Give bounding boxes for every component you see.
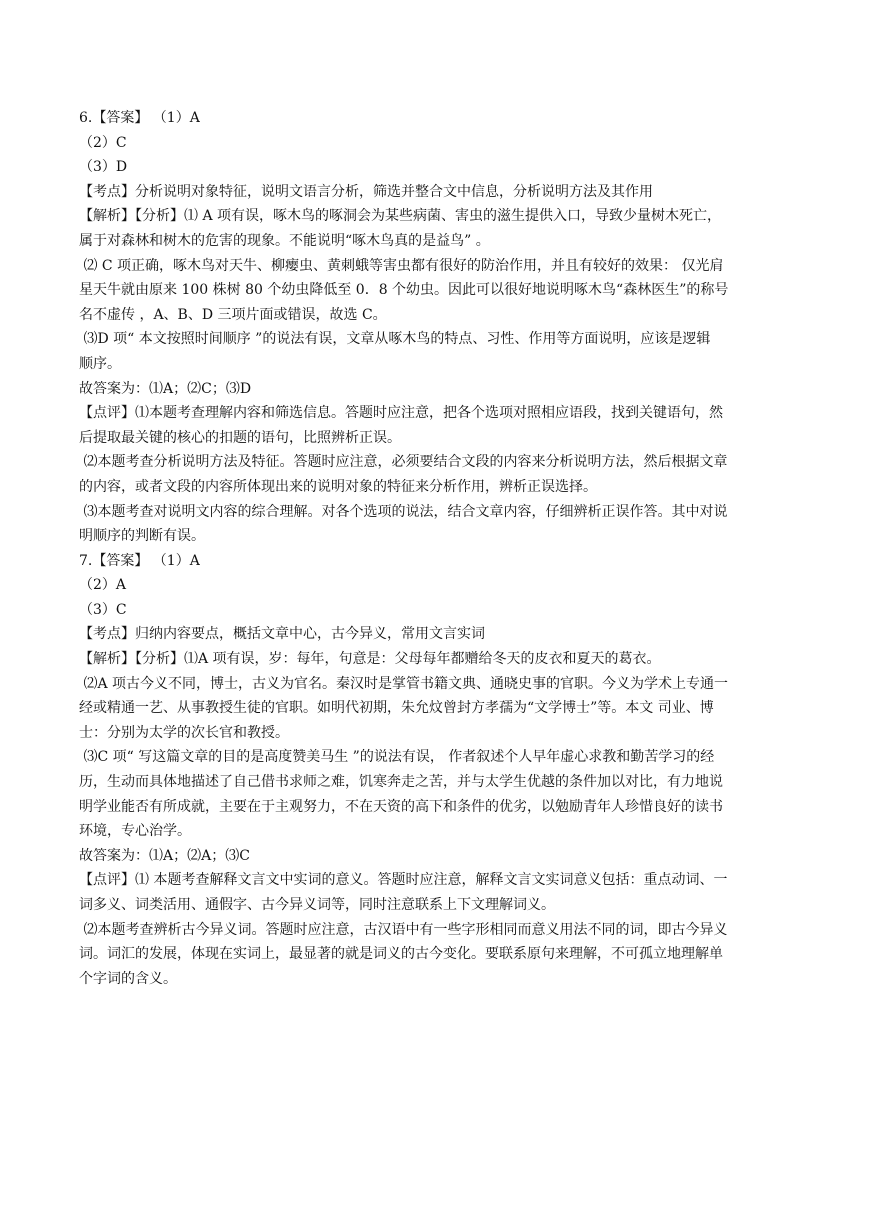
question-6-analysis-2-line-1: ⑵ C 项正确，啄木鸟对天牛、柳瘿虫、黄刺蛾等害虫都有很好的防治作用，并且有较好的效果： 仅光肩 [79, 257, 724, 274]
question-7-answer-heading: 7.【答案】 （1）A [79, 552, 200, 569]
question-6-answer-heading: 6.【答案】 （1）A [79, 110, 200, 126]
question-7-final-answer: 故答案为：⑴A；⑵A；⑶C [79, 847, 250, 864]
question-6-analysis-1-line-1: 【解析】【分析】⑴ A 项有误，啄木鸟的啄洞会为某些病菌、害虫的滋生提供入口，导致少量树木死亡， [79, 208, 722, 225]
question-6-analysis-2-line-2: 星天牛就由原来 100 株树 80 个幼虫降低至 0．8 个幼虫。因此可以很好地说明啄木鸟“森林医生”的称号 [79, 282, 729, 299]
answer-explanation-text [79, 106, 789, 991]
question-6-analysis-3-line-1: ⑶D 项“ 本文按照时间顺序 ”的说法有误，文章从啄木鸟的特点、习性、作用等方面说明，应该是逻辑 [79, 331, 711, 348]
question-7-answer-2: （2）A [79, 577, 127, 594]
question-6-comment-1-line-2: 后提取最关键的核心的扣题的语句，比照辨析正误。 [79, 429, 401, 446]
question-7-analysis-3-line-1: ⑶C 项“ 写这篇文章的目的是高度赞美马生 ”的说法有误， 作者叙述个人早年虚心求教和勤苦学习的经 [79, 749, 715, 766]
question-7-analysis-3-line-3: 明学业能否有所成就，主要在于主观努力，不在天资的高下和条件的优劣，以勉励青年人珍惜良好的读书 [79, 798, 723, 815]
question-7-comment-2-line-3: 个字词的含义。 [79, 970, 177, 987]
question-7-analysis-1: 【解析】【分析】⑴A 项有误，岁：每年，句意是：父母每年都赠给冬天的皮衣和夏天的葛衣。 [79, 651, 661, 668]
question-7-analysis-2-line-3: 士：分别为太学的次长官和教授。 [79, 724, 289, 741]
question-6-analysis-2-line-3: 名不虚传 ，A、B、D 三项片面或错误，故选 C。 [79, 306, 387, 323]
question-6-answer-3: （3）D [79, 159, 128, 176]
question-6-final-answer: 故答案为：⑴A；⑵C；⑶D [79, 380, 252, 397]
question-7-analysis-2-line-1: ⑵A 项古今义不同，博士，古义为官名。秦汉时是掌管书籍文典、通晓史事的官职。今义为学术上专通一 [79, 675, 729, 692]
question-7-answer-3: （3）C [79, 601, 127, 618]
question-6-comment-3-line-1: ⑶本题考查对说明文内容的综合理解。对各个选项的说法，结合文章内容，仔细辨析正误作答。其中对说 [79, 503, 728, 520]
question-7-key-points: 【考点】归纳内容要点，概括文章中心，古今异义，常用文言实词 [79, 626, 485, 643]
question-6-answer-2: （2）C [79, 134, 127, 151]
question-7-comment-1-line-2: 词多义、词类活用、通假字、古今异义词等，同时注意联系上下文理解词义。 [79, 897, 555, 913]
question-6-comment-3-line-2: 明顺序的判断有误。 [79, 528, 205, 545]
question-7-analysis-2-line-2: 经或精通一艺、从事教授生徒的官职。如明代初期，朱允炆曾封方孝孺为“文学博士”等。本文 司业、博 [79, 700, 714, 717]
question-7-comment-1-line-1: 【点评】⑴ 本题考查解释文言文中实词的意义。答题时应注意，解释文言文实词意义包括：重点动词、一 [79, 872, 728, 889]
question-6-comment-2-line-1: ⑵本题考查分析说明方法及特征。答题时应注意，必须要结合文段的内容来分析说明方法，然后根据文章 [79, 454, 728, 471]
question-6-analysis-1-line-2: 属于对森林和树木的危害的现象。不能说明“啄木鸟真的是益鸟” 。 [79, 232, 490, 249]
question-7-comment-2-line-2: 词。词汇的发展，体现在实词上，最显著的就是词义的古今变化。要联系原句来理解，不可孤立地理解单 [79, 946, 723, 963]
question-7-analysis-3-line-2: 历，生动而具体地描述了自己借书求师之难，饥寒奔走之苦，并与太学生优越的条件加以对比，有力地说 [79, 774, 723, 791]
question-6-key-points: 【考点】分析说明对象特征，说明文语言分析，筛选并整合文中信息，分析说明方法及其作用 [79, 183, 653, 200]
question-6-comment-2-line-2: 的内容，或者文段的内容所体现出来的说明对象的特征来分析作用，辨析正误选择。 [79, 478, 597, 495]
question-7-comment-2-line-1: ⑵本题考查辨析古今异义词。答题时应注意，古汉语中有一些字形相同而意义用法不同的词，即古今异义 [79, 921, 728, 938]
question-6-comment-1-line-1: 【点评】⑴本题考查理解内容和筛选信息。答题时应注意，把各个选项对照相应语段，找到关键语句，然 [79, 405, 723, 422]
question-7-analysis-3-line-4: 环境，专心治学。 [79, 823, 191, 840]
question-6-analysis-3-line-2: 顺序。 [79, 355, 121, 372]
